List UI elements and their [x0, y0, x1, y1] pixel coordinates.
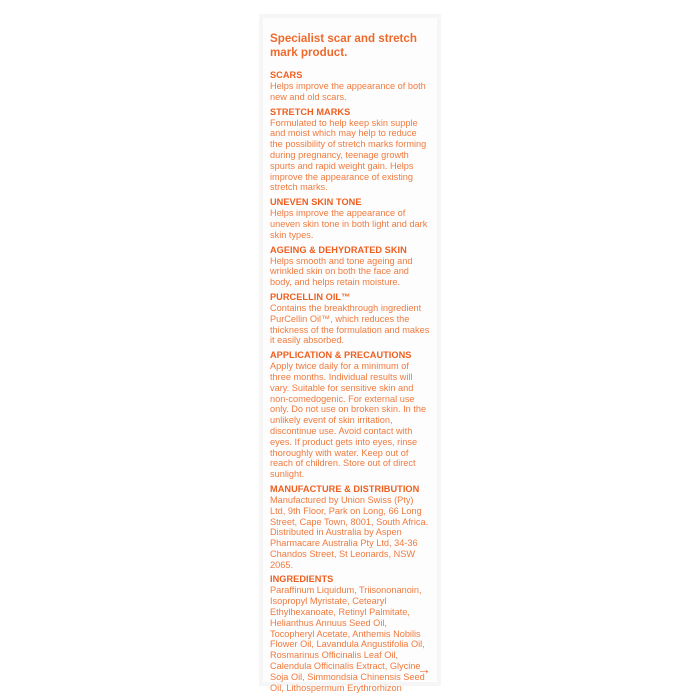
section-purcellin-oil [270, 292, 431, 346]
section-application-precautions [270, 350, 431, 480]
section-body: Helps smooth and tone ageing and wrinkled skin on both the face and body, and helps retain moisture. [270, 255, 413, 288]
section-title: INGREDIENTS [270, 574, 334, 585]
section-manufacture-distribution [270, 484, 431, 571]
section-ingredients [270, 574, 431, 693]
section-title: SCARS [270, 70, 303, 80]
section-scars [270, 70, 431, 103]
section-title: APPLICATION & PRECAUTIONS [270, 350, 412, 361]
panel-headline: Specialist scar and stretch mark product. [270, 32, 417, 59]
section-body: Manufactured by Union Swiss (Pty) Ltd, 9th Floor, Park on Long, 66 Long Street, Cape Town, 8001, South Africa. Distributed in Australia by Aspen Pharmacare Australia Pty Ltd, 34-36 Chandos Street, St Leonards, NSW 2065. [270, 494, 429, 570]
product-info-content [263, 18, 437, 693]
section-title: AGEING & DEHYDRATED SKIN [270, 244, 407, 255]
section-title: STRETCH MARKS [270, 106, 351, 117]
section-stretch-marks [270, 107, 431, 194]
section-body: Contains the breakthrough ingredient PurCellin Oil™, which reduces the thickness of the formulation and makes it easily absorbed. [270, 302, 430, 346]
section-title: UNEVEN SKIN TONE [270, 197, 362, 208]
section-title: MANUFACTURE & DISTRIBUTION [270, 483, 420, 494]
section-ageing-dehydrated-skin [270, 245, 431, 288]
section-body: Formulated to help keep skin supple and moist which may help to reduce the possibility of stretch marks forming during pregnancy, teenage growth spurts and rapid weight gain. Helps improve the appearance of existing stretch marks. [270, 117, 427, 193]
product-info-panel [259, 14, 441, 693]
arrow-right-icon: → [417, 661, 431, 677]
section-body: Helps improve the appearance of uneven skin tone in both light and dark skin types. [270, 208, 428, 240]
section-body: Helps improve the appearance of both new and old scars. [270, 81, 426, 102]
section-title: PURCELLIN OIL™ [270, 291, 351, 302]
section-body: Paraffinum Liquidum, Triisononanoin, Isopropyl Myristate, Cetearyl Ethylhexanoate, Retinyl Palmitate, Helianthus Annuus Seed Oil, Tocopheryl Acetate, Anthemis Nobilis Flower Oil, Lavandula Angustifolia Oil, Rosmarinus Officinalis Leaf Oil, Calendula Officinalis Extract, Glycine Soja Oil, Simmondsia Chinensis Seed Oil, Lithospermum Erythrorhizon [270, 585, 425, 693]
section-body: Apply twice daily for a minimum of three months. Individual results will vary. Suitable for sensitive skin and non-comedogenic. For external use only. Do not use on broken skin. In the unlikely event of skin irritation, discontinue use. Avoid contact with eyes. If product gets into eyes, rinse thoroughly with water. Keep out of reach of children. Store out of direct sunlight. [270, 361, 427, 480]
section-uneven-skin-tone [270, 197, 431, 240]
